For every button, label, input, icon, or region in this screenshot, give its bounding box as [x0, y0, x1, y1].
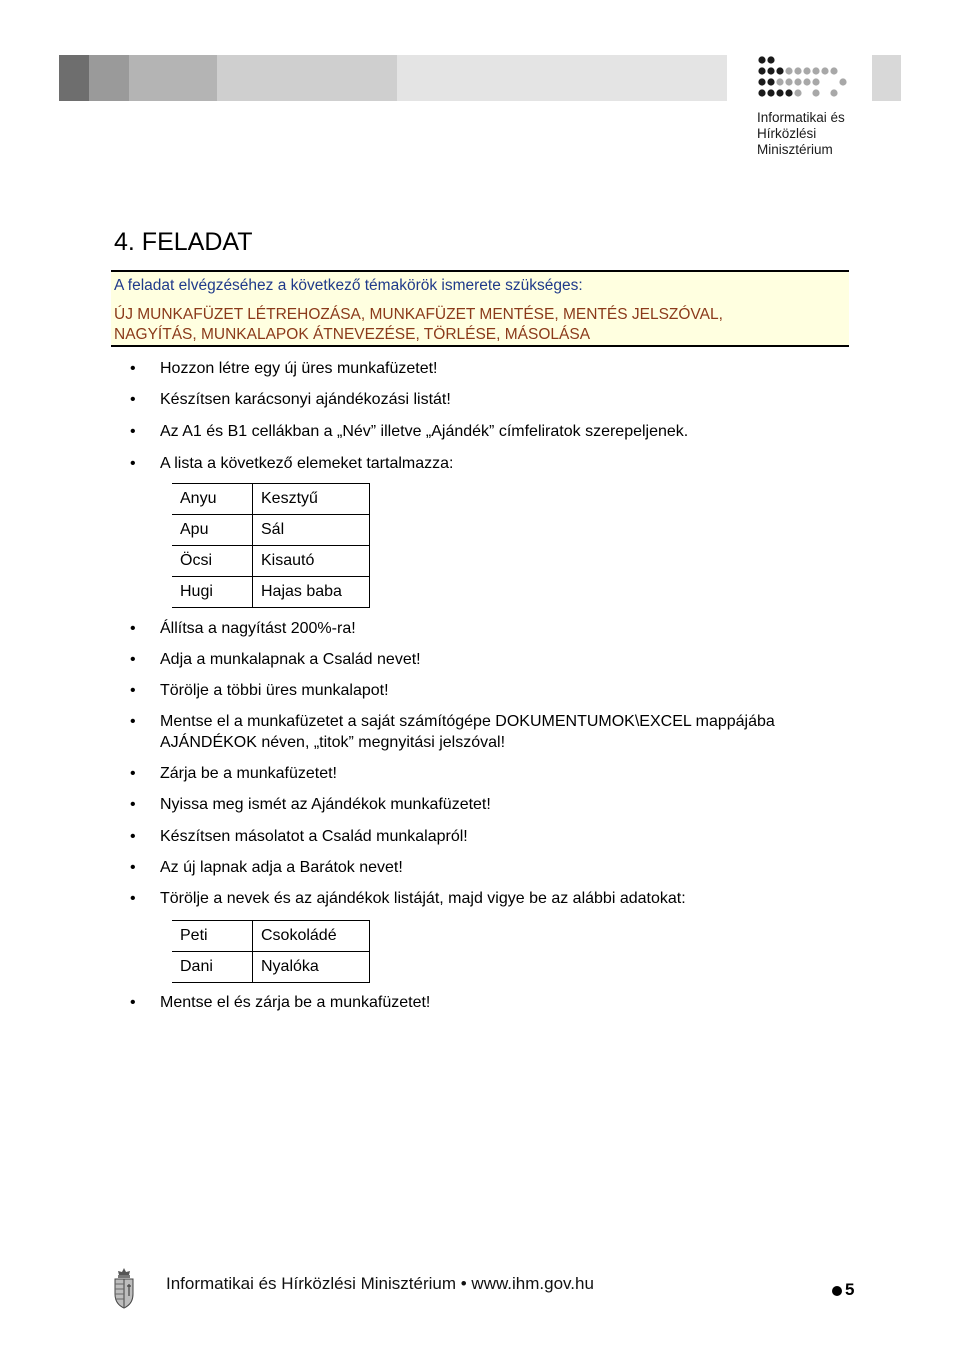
table-cell-name: Apu	[172, 515, 253, 546]
table-cell-gift: Nyalóka	[253, 952, 370, 983]
table-row	[172, 952, 370, 983]
table-cell-gift: Kisautó	[253, 546, 370, 577]
step-item: Készítsen másolatot a Család munkalapról!	[160, 828, 468, 845]
table-row	[172, 546, 370, 577]
bullet-icon: •	[130, 796, 136, 813]
table-row	[172, 484, 370, 515]
bullet-icon: •	[130, 765, 136, 782]
bullet-icon: •	[130, 620, 136, 637]
step-item: Az A1 és B1 cellákban a „Név” illetve „Ajándék” címfeliratok szerepeljenek.	[160, 423, 689, 440]
topic-line: NAGYÍTÁS, MUNKALAPOK ÁTNEVEZÉSE, TÖRLÉSE, MÁSOLÁSA	[114, 326, 591, 343]
table-cell-name: Hugi	[172, 577, 253, 608]
ministry-name-line: Hírközlési	[757, 126, 817, 141]
bullet-icon: •	[130, 828, 136, 845]
step-item: A lista a következő elemeket tartalmazza:	[160, 455, 454, 472]
page-number: 5	[845, 1280, 855, 1299]
footer-text: Informatikai és Hírközlési Minisztérium • www.ihm.gov.hu	[166, 1274, 594, 1293]
ministry-name	[757, 110, 845, 158]
page-dot-icon	[832, 1286, 842, 1296]
bullet-icon: •	[130, 713, 136, 730]
step-item: Hozzon létre egy új üres munkafüzetet!	[160, 360, 438, 377]
step-item-continued: AJÁNDÉKOK néven, „titok” megnyitási jelszóval!	[160, 734, 506, 751]
gift-list-table	[172, 483, 370, 608]
table-cell-name: Öcsi	[172, 546, 253, 577]
bullet-icon: •	[130, 391, 136, 408]
bullet-icon: •	[130, 682, 136, 699]
table-row	[172, 921, 370, 952]
step-item: Készítsen karácsonyi ajándékozási listát!	[160, 391, 451, 408]
step-item: Törölje a többi üres munkalapot!	[160, 682, 389, 699]
ministry-logo-icon	[757, 55, 857, 105]
table-cell-name: Anyu	[172, 484, 253, 515]
step-item: Nyissa meg ismét az Ajándékok munkafüzetet!	[160, 796, 491, 813]
bullet-icon: •	[130, 651, 136, 668]
step-item: Az új lapnak adja a Barátok nevet!	[160, 859, 403, 876]
step-item: Mentse el a munkafüzetet a saját számítógépe DOKUMENTUMOK\EXCEL mappájába	[160, 713, 775, 730]
step-item: Zárja be a munkafüzetet!	[160, 765, 337, 782]
page-title: 4. FELADAT	[114, 228, 253, 256]
header-bar-mid	[89, 55, 129, 101]
table-cell-name: Dani	[172, 952, 253, 983]
step-item: Törölje a nevek és az ajándékok listáját, majd vigye be az alábbi adatokat:	[160, 890, 686, 907]
header-bar-lighter	[217, 55, 397, 101]
table-cell-gift: Sál	[253, 515, 370, 546]
bullet-icon: •	[130, 890, 136, 907]
table-cell-name: Peti	[172, 921, 253, 952]
ministry-name-line: Informatikai és	[757, 110, 845, 125]
header-bar-dark	[59, 55, 89, 101]
header-bar-light	[129, 55, 217, 101]
ministry-name-line: Minisztérium	[757, 142, 833, 157]
table-cell-gift: Hajas baba	[253, 577, 370, 608]
topic-line: ÚJ MUNKAFÜZET LÉTREHOZÁSA, MUNKAFÜZET MENTÉSE, MENTÉS JELSZÓVAL,	[114, 306, 723, 323]
bullet-icon: •	[130, 859, 136, 876]
table-row	[172, 515, 370, 546]
bullet-icon: •	[130, 423, 136, 440]
table-cell-gift: Kesztyű	[253, 484, 370, 515]
step-item: Adja a munkalapnak a Család nevet!	[160, 651, 421, 668]
table-row	[172, 577, 370, 608]
step-item: Mentse el és zárja be a munkafüzetet!	[160, 994, 431, 1011]
header-bar-right	[872, 55, 901, 101]
coat-of-arms-icon	[112, 1266, 136, 1310]
table-cell-gift: Csokoládé	[253, 921, 370, 952]
step-item: Állítsa a nagyítást 200%-ra!	[160, 620, 356, 637]
bullet-icon: •	[130, 994, 136, 1011]
header-bar-lightest	[397, 55, 727, 101]
requirement-text: A feladat elvégzéséhez a következő témakörök ismerete szükséges:	[114, 277, 583, 294]
bullet-icon: •	[130, 360, 136, 377]
bullet-icon: •	[130, 455, 136, 472]
requirements-box	[111, 270, 849, 347]
friends-list-table	[172, 920, 370, 983]
